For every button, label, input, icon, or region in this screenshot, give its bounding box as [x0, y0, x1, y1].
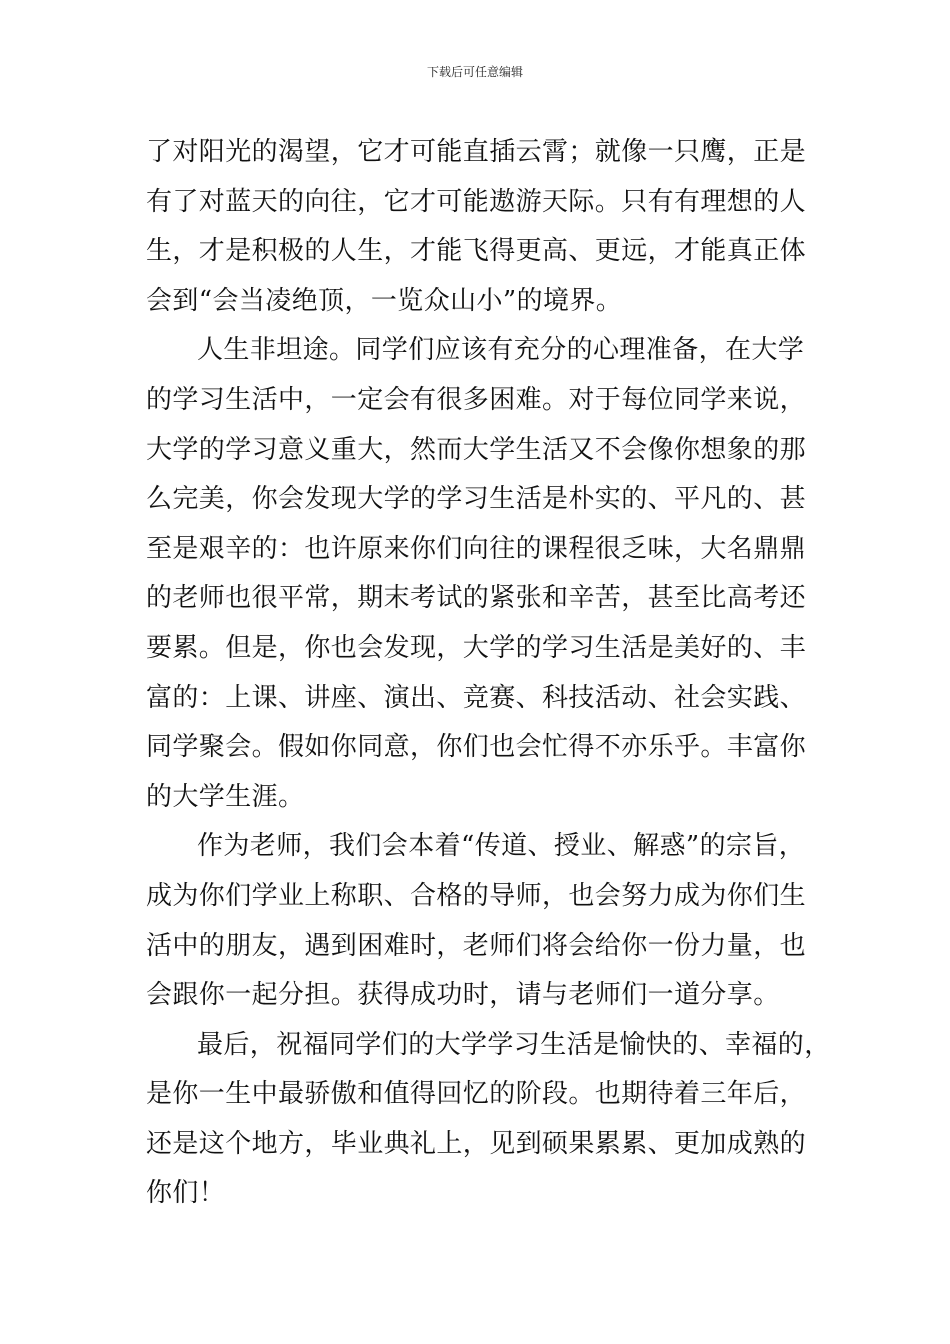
text-line: 么完美，你会发现大学的学习生活是朴实的、平凡的、甚 — [146, 484, 807, 515]
text-line: 的学习生活中，一定会有很多困难。对于每位同学来说， — [146, 384, 807, 415]
text-line: 要累。但是，你也会发现，大学的学习生活是美好的、丰 — [146, 632, 807, 663]
text-line: 成为你们学业上称职、合格的导师，也会努力成为你们生 — [146, 880, 807, 911]
text-line: 你们！ — [146, 1178, 226, 1209]
text-line: 活中的朋友，遇到困难时，老师们将会给你一份力量，也 — [146, 930, 807, 961]
text-line: 是你一生中最骄傲和值得回忆的阶段。也期待着三年后， — [146, 1079, 807, 1110]
text-line: 生，才是积极的人生，才能飞得更高、更远，才能真正体 — [146, 236, 807, 267]
text-line: 富的：上课、讲座、演出、竞赛、科技活动、社会实践、 — [146, 682, 807, 713]
text-line: 了对阳光的渴望，它才可能直插云霄；就像一只鹰，正是 — [146, 137, 807, 167]
document-body — [146, 128, 831, 1219]
text-line: 会跟你一起分担。获得成功时，请与老师们一道分享。 — [146, 980, 780, 1011]
text-line: 人生非坦途。同学们应该有充分的心理准备，在大学 — [197, 335, 805, 366]
paragraph-4 — [146, 1021, 831, 1219]
text-line: 还是这个地方，毕业典礼上，见到硕果累累、更加成熟的 — [146, 1128, 807, 1159]
paragraph-1 — [146, 128, 810, 326]
text-line: 的大学生涯。 — [146, 781, 305, 812]
text-line: 有了对蓝天的向往，它才可能遨游天际。只有有理想的人 — [146, 186, 807, 217]
text-line: 至是艰辛的：也许原来你们向往的课程很乏味，大名鼎鼎 — [146, 533, 807, 564]
page-header: 下载后可任意编辑 — [426, 65, 523, 79]
text-line: 同学聚会。假如你同意，你们也会忙得不亦乐乎。丰富你 — [146, 732, 807, 763]
paragraph-2 — [146, 326, 810, 822]
paragraph-3 — [146, 822, 810, 1020]
text-line: 最后，祝福同学们的大学学习生活是愉快的、幸福的， — [197, 1029, 831, 1060]
text-line: 大学的学习意义重大，然而大学生活又不会像你想象的那 — [146, 434, 807, 465]
text-line: 作为老师，我们会本着“传道、授业、解惑”的宗旨， — [197, 831, 806, 862]
text-line: 的老师也很平常，期末考试的紧张和辛苦，甚至比高考还 — [146, 583, 807, 614]
text-line: 会到“会当凌绝顶，一览众山小”的境界。 — [146, 285, 623, 316]
